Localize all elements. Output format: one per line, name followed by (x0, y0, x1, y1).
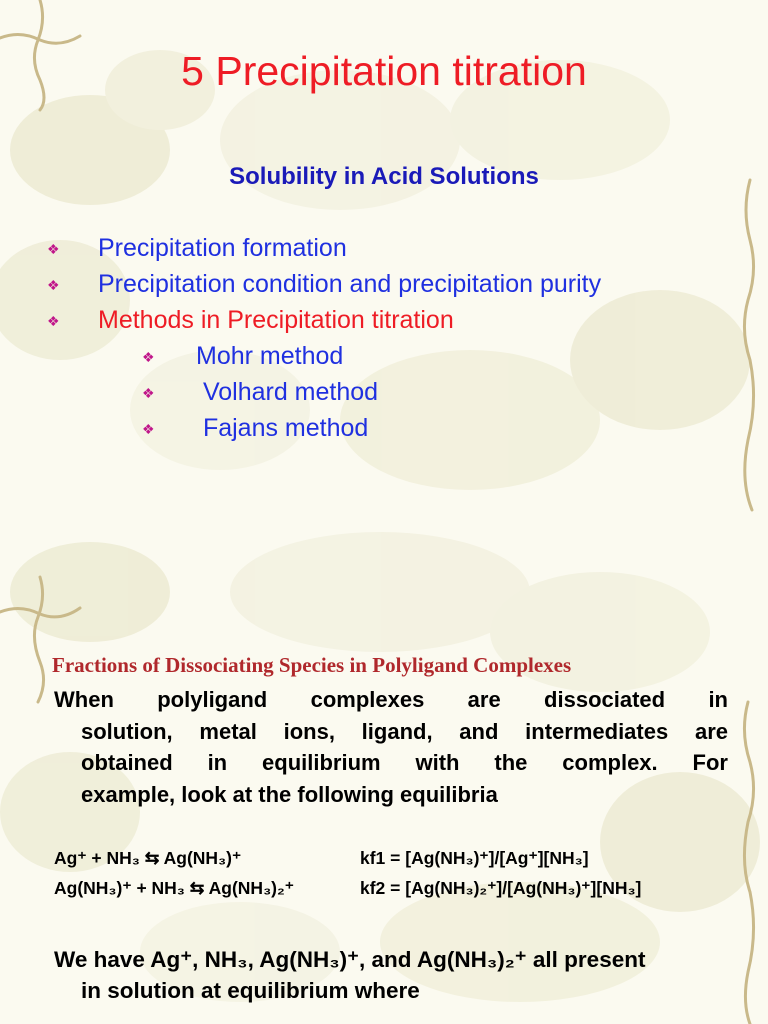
equilibrium-equation-1: Ag⁺ + NH₃ ⇆ Ag(NH₃)⁺ (54, 848, 242, 868)
paragraph-line: When polyligand complexes are dissociated in (54, 687, 728, 712)
bullet-marker-icon: ❖ (47, 277, 60, 293)
sub-bullet-item: Fajans method (196, 414, 369, 442)
conclusion-text (54, 944, 645, 1006)
bullet-marker-icon: ❖ (47, 313, 60, 329)
section-heading: Fractions of Dissociating Species in Polyligand Complexes (52, 653, 572, 677)
formation-constant-1: kf1 = [Ag(NH₃)⁺]/[Ag⁺][NH₃] (360, 848, 589, 868)
bullet-marker-icon: ❖ (47, 241, 60, 257)
formation-constant-2: kf2 = [Ag(NH₃)₂⁺]/[Ag(NH₃)⁺][NH₃] (360, 878, 642, 898)
paragraph-line: solution, metal ions, ligand, and intermediates are (81, 718, 728, 744)
sub-bullet-marker-icon: ❖ (142, 349, 155, 365)
equilibrium-equation-2: Ag(NH₃)⁺ + NH₃ ⇆ Ag(NH₃)₂⁺ (54, 878, 295, 898)
bullet-item: Precipitation formation (98, 234, 347, 262)
sub-bullet-item: Mohr method (196, 342, 344, 370)
body-paragraph (54, 684, 728, 810)
sub-bullet-marker-icon: ❖ (142, 385, 155, 401)
conclusion-line-2: in solution at equilibrium where (81, 978, 420, 1003)
paragraph-line: example, look at the following equilibria (81, 781, 498, 807)
paragraph-line: obtained in equilibrium with the complex. For (81, 750, 728, 775)
bullet-item: Precipitation condition and precipitation purity (98, 270, 602, 298)
bullet-item-highlighted: Methods in Precipitation titration (98, 306, 454, 334)
sub-bullet-marker-icon: ❖ (142, 421, 155, 437)
slide-subtitle: Solubility in Acid Solutions (229, 163, 539, 190)
sub-bullet-item: Volhard method (196, 378, 379, 406)
slide-2 (0, 512, 768, 1024)
conclusion-line-1: We have Ag⁺, NH₃, Ag(NH₃)⁺, and Ag(NH₃)₂⁺ all present (54, 947, 646, 972)
slide-title: 5 Precipitation titration (181, 48, 587, 94)
